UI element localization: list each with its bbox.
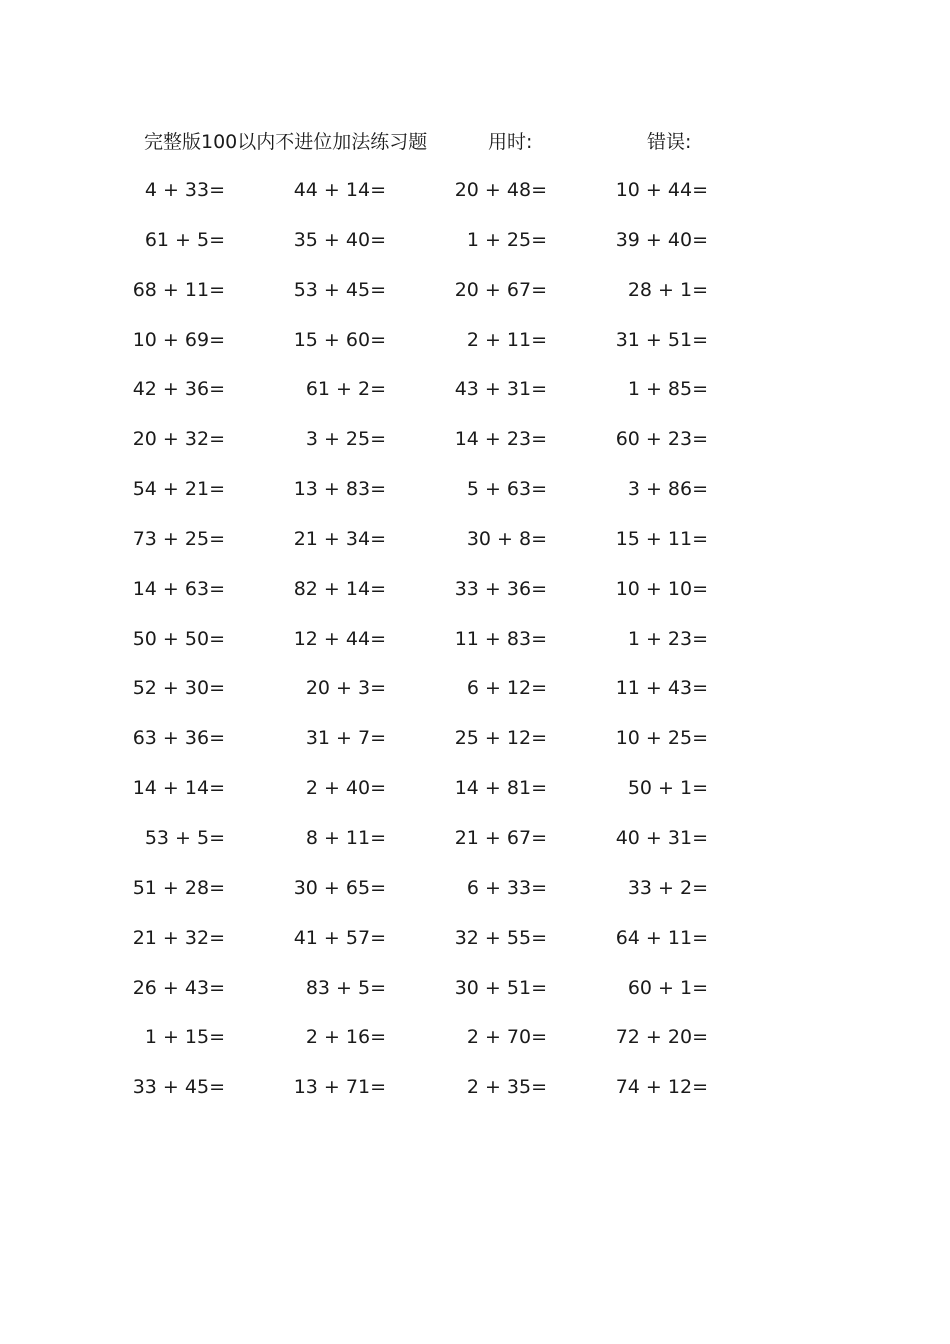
problem-row [0,471,950,521]
problem-row [0,970,950,1020]
problem-cell: 4 + 33= [144,179,225,201]
problem-cell: 13 + 83= [293,478,386,501]
problem-cell: 11 + 83= [454,627,547,650]
problem-cell: 61 + 5= [144,228,225,251]
problem-cell: 3 + 25= [305,428,386,451]
problem-row [0,1019,950,1069]
problem-row [0,272,950,322]
problem-cell: 31 + 7= [305,727,386,750]
worksheet-header [0,124,950,160]
problem-cell: 6 + 12= [466,677,547,700]
problem-cell: 21 + 67= [454,826,547,849]
problem-cell: 53 + 5= [144,826,225,849]
problem-row [0,621,950,671]
problem-cell: 20 + 67= [454,278,547,301]
problem-cell: 72 + 20= [615,1026,708,1049]
problem-cell: 50 + 50= [132,627,225,650]
problem-cell: 2 + 40= [305,777,386,800]
problem-row [0,920,950,970]
problem-cell: 30 + 8= [466,527,547,550]
problem-cell: 14 + 23= [454,428,547,451]
worksheet-title: 完整版100以内不进位加法练习题 [144,131,428,153]
problem-grid [0,172,950,1119]
problem-cell: 35 + 40= [293,228,386,251]
problem-cell: 54 + 21= [132,478,225,501]
problem-cell: 21 + 34= [293,527,386,550]
problem-row [0,571,950,621]
problem-cell: 51 + 28= [132,876,225,899]
problem-cell: 10 + 25= [615,727,708,750]
problem-cell: 14 + 14= [132,777,225,800]
problem-row [0,521,950,571]
problem-cell: 44 + 14= [293,179,386,201]
problem-cell: 74 + 12= [615,1076,708,1099]
problem-cell: 73 + 25= [132,527,225,550]
problem-cell: 39 + 40= [615,228,708,251]
error-label: 错误: [647,131,692,153]
problem-cell: 43 + 31= [454,378,547,401]
problem-cell: 1 + 15= [144,1026,225,1049]
problem-cell: 82 + 14= [293,577,386,600]
problem-row [0,820,950,870]
problem-cell: 30 + 51= [454,976,547,999]
problem-cell: 10 + 10= [615,577,708,600]
problem-cell: 33 + 36= [454,577,547,600]
problem-cell: 14 + 63= [132,577,225,600]
problem-cell: 53 + 45= [293,278,386,301]
problem-cell: 31 + 51= [615,328,708,351]
problem-row [0,1069,950,1119]
problem-cell: 41 + 57= [293,926,386,949]
problem-cell: 15 + 60= [293,328,386,351]
time-label: 用时: [488,131,533,153]
problem-row [0,421,950,471]
problem-row [0,371,950,421]
problem-cell: 42 + 36= [132,378,225,401]
problem-cell: 3 + 86= [627,478,708,501]
problem-cell: 60 + 23= [615,428,708,451]
problem-cell: 32 + 55= [454,926,547,949]
problem-cell: 50 + 1= [627,777,708,800]
problem-cell: 40 + 31= [615,826,708,849]
problem-cell: 2 + 11= [466,328,547,351]
problem-cell: 33 + 45= [132,1076,225,1099]
problem-cell: 2 + 35= [466,1076,547,1099]
problem-cell: 52 + 30= [132,677,225,700]
problem-cell: 25 + 12= [454,727,547,750]
problem-cell: 61 + 2= [305,378,386,401]
problem-cell: 6 + 33= [466,876,547,899]
problem-cell: 26 + 43= [132,976,225,999]
problem-cell: 28 + 1= [627,278,708,301]
problem-row [0,720,950,770]
problem-cell: 33 + 2= [627,876,708,899]
problem-cell: 63 + 36= [132,727,225,750]
problem-cell: 12 + 44= [293,627,386,650]
problem-row [0,770,950,820]
problem-row [0,222,950,272]
problem-cell: 20 + 32= [132,428,225,451]
problem-cell: 2 + 16= [305,1026,386,1049]
problem-cell: 13 + 71= [293,1076,386,1099]
problem-cell: 68 + 11= [132,278,225,301]
problem-cell: 21 + 32= [132,926,225,949]
problem-cell: 64 + 11= [615,926,708,949]
problem-row [0,870,950,920]
problem-cell: 11 + 43= [615,677,708,700]
problem-cell: 1 + 23= [627,627,708,650]
problem-cell: 14 + 81= [454,777,547,800]
problem-cell: 8 + 11= [305,826,386,849]
problem-cell: 5 + 63= [466,478,547,501]
problem-cell: 20 + 3= [305,677,386,700]
problem-cell: 60 + 1= [627,976,708,999]
problem-row [0,670,950,720]
problem-cell: 1 + 85= [627,378,708,401]
problem-cell: 2 + 70= [466,1026,547,1049]
problem-cell: 30 + 65= [293,876,386,899]
problem-cell: 1 + 25= [466,228,547,251]
problem-row [0,172,950,222]
problem-cell: 10 + 44= [615,179,708,201]
problem-cell: 15 + 11= [615,527,708,550]
problem-row [0,322,950,372]
problem-cell: 83 + 5= [305,976,386,999]
problem-cell: 10 + 69= [132,328,225,351]
problem-cell: 20 + 48= [454,179,547,201]
